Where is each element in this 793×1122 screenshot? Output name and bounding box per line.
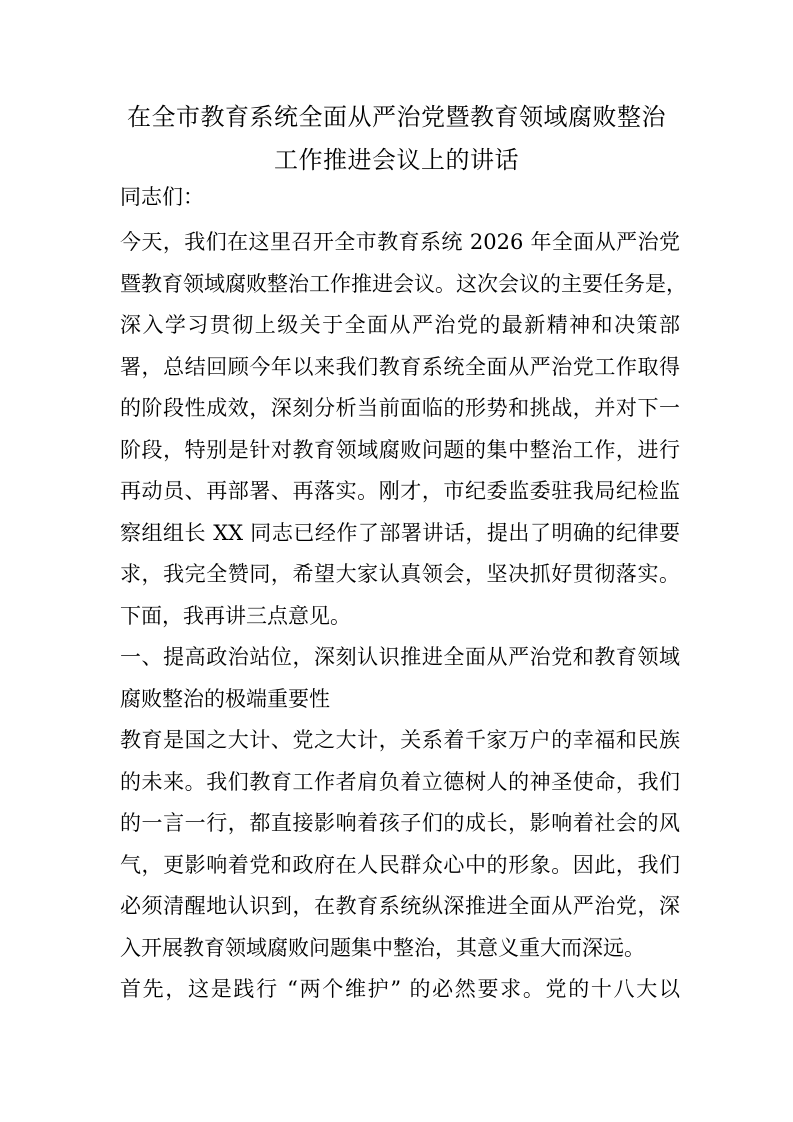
document-title-line-1: 在全市教育系统全面从严治党暨教育领域腐败整治 bbox=[127, 103, 666, 131]
body-line: 气，更影响着党和政府在人民群众心中的形象。因此，我们 bbox=[120, 853, 680, 877]
body-line: 的一言一行，都直接影响着孩子们的成长，影响着社会的风 bbox=[120, 811, 680, 835]
body-line: 必须清醒地认识到，在教育系统纵深推进全面从严治党，深 bbox=[120, 894, 680, 918]
body-line: 的未来。我们教育工作者肩负着立德树人的神圣使命，我们 bbox=[120, 770, 680, 794]
body-line: 求，我完全赞同，希望大家认真领会，坚决抓好贯彻落实。 bbox=[120, 562, 680, 586]
body-line: 的阶段性成效，深刻分析当前面临的形势和挑战，并对下一 bbox=[120, 396, 680, 420]
body-line: 下面，我再讲三点意见。 bbox=[120, 604, 351, 628]
body-line: 教育是国之大计、党之大计，关系着千家万户的幸福和民族 bbox=[120, 728, 680, 752]
section-heading-line: 腐败整治的极端重要性 bbox=[120, 687, 330, 711]
salutation: 同志们： bbox=[120, 185, 204, 209]
body-line: 再动员、再部署、再落实。刚才，市纪委监委驻我局纪检监 bbox=[120, 479, 680, 503]
body-line: 今天，我们在这里召开全市教育系统 2026 年全面从严治党 bbox=[120, 230, 680, 254]
body-line: 暨教育领域腐败整治工作推进会议。这次会议的主要任务是， bbox=[120, 272, 687, 296]
body-line: 深入学习贯彻上级关于全面从严治党的最新精神和决策部 bbox=[120, 313, 680, 337]
document-title-line-2: 工作推进会议上的讲话 bbox=[274, 146, 519, 174]
section-heading-line: 一、提高政治站位，深刻认识推进全面从严治党和教育领域 bbox=[120, 645, 680, 669]
body-line: 入开展教育领域腐败问题集中整治，其意义重大而深远。 bbox=[120, 936, 645, 960]
body-line: 阶段，特别是针对教育领域腐败问题的集中整治工作，进行 bbox=[120, 438, 680, 462]
body-line: 署，总结回顾今年以来我们教育系统全面从严治党工作取得 bbox=[120, 355, 680, 379]
body-line: 首先，这是践行 “两个维护” 的必然要求。党的十八大以 bbox=[120, 977, 680, 1001]
body-line: 察组组长 XX 同志已经作了部署讲话，提出了明确的纪律要 bbox=[120, 521, 680, 545]
